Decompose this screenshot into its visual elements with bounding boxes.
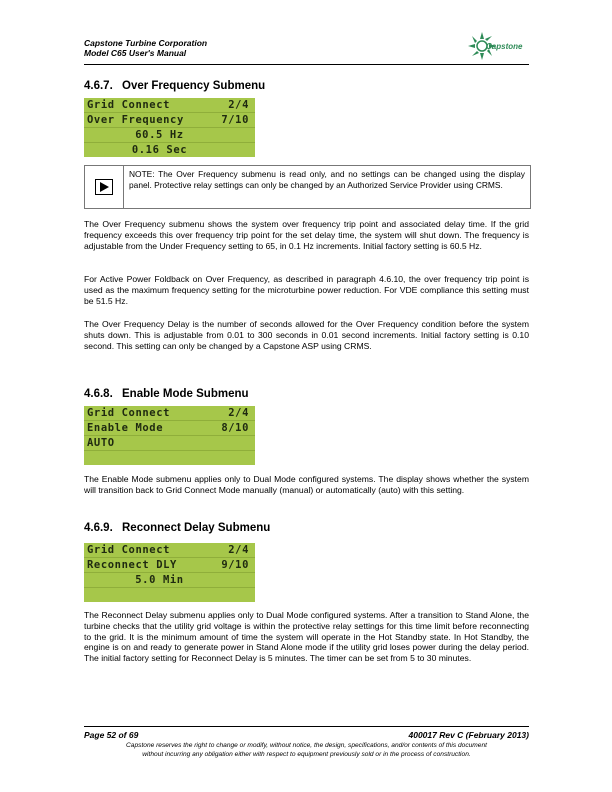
document-revision: 400017 Rev C (February 2013) <box>408 730 529 740</box>
section-heading-enable-mode <box>84 388 249 400</box>
lcd-text: Grid Connect <box>87 99 171 111</box>
section-heading-over-frequency <box>84 80 265 92</box>
lcd-row <box>84 98 255 113</box>
lcd-text: AUTO <box>87 437 115 449</box>
lcd-row <box>84 558 255 573</box>
lcd-row <box>84 543 255 558</box>
lcd-text: Grid Connect <box>87 544 171 556</box>
paragraph: The Reconnect Delay submenu applies only to Dual Mode configured systems. After a transition to Stand Alone, the turbine checks that the utility grid voltage is within the protective relay settings for this time limit before reconnecting to the grid. It is the minimum amount of time the system will operate in the Hot Standby state. In Hot Standby, the engine is on and ready to generate power in Stand Alone mode if the utility grid loses power during the delay period. The initial factory setting for Reconnect Delay is 5 minutes. The timer can be set from 5 to 30 minutes. <box>84 610 529 664</box>
note-text: NOTE: The Over Frequency submenu is read only, and no settings can be changed using the display panel. Protective relay settings can only be changed by an Authorized Service Provider using CRMS. <box>129 169 525 190</box>
page-number: Page 52 of 69 <box>84 730 139 740</box>
lcd-row <box>84 573 255 588</box>
lcd-text: 8/10 <box>221 422 249 434</box>
arrow-right-icon <box>95 179 113 195</box>
lcd-text: Reconnect DLY <box>87 559 177 571</box>
capstone-logo <box>466 30 528 62</box>
lcd-row <box>84 128 255 143</box>
manual-title: Model C65 User's Manual <box>84 48 187 58</box>
page-header <box>84 38 207 58</box>
lcd-row <box>84 143 255 157</box>
footer-disclaimer <box>84 741 529 759</box>
paragraph: The Over Frequency submenu shows the system over frequency trip point and associated delay time. If the grid frequency exceeds this over frequency trip point for the set delay time, the system will shut down. The frequency is adjustable from the Under Frequency setting to 65, in 0.1 Hz increments. Initial factory setting is 60.5 Hz. <box>84 219 529 251</box>
lcd-text: Over Frequency <box>87 114 184 126</box>
lcd-text: 2/4 <box>228 544 249 556</box>
lcd-text: 5.0 Min <box>135 574 184 586</box>
disclaimer-line: without incurring any obligation either with respect to equipment previously sold or in the process of construction. <box>142 751 471 758</box>
lcd-text: 2/4 <box>228 99 249 111</box>
lcd-text: Grid Connect <box>87 407 171 419</box>
lcd-row <box>84 421 255 436</box>
note-box <box>84 165 531 209</box>
lcd-display-reconnect-delay <box>84 543 255 602</box>
section-number: 4.6.9. <box>84 522 113 534</box>
note-icon-cell <box>85 166 124 208</box>
footer-rule <box>84 726 529 727</box>
section-number: 4.6.8. <box>84 388 113 400</box>
company-name: Capstone Turbine Corporation <box>84 38 208 48</box>
lcd-row <box>84 406 255 421</box>
paragraph: For Active Power Foldback on Over Frequency, as described in paragraph 4.6.10, the over frequency trip point is used as the maximum frequency setting for the microturbine power reduction. For VDE compliance this setting must be 51.5 Hz. <box>84 274 529 306</box>
disclaimer-line: Capstone reserves the right to change or modify, without notice, the design, specifications, and/or contents of this document <box>126 742 487 749</box>
paragraph: The Over Frequency Delay is the number of seconds allowed for the Over Frequency condition before the system shuts down. This is adjustable from 0.01 to 300 seconds in 0.01 second increments. Initial factory setting is 0.10 second. This setting can only be changed by a Capstone ASP using CRMS. <box>84 319 529 351</box>
lcd-display-over-frequency <box>84 98 255 157</box>
section-title: Enable Mode Submenu <box>122 388 249 400</box>
paragraph: The Enable Mode submenu applies only to Dual Mode configured systems. The display shows whether the system will transition back to Grid Connect Mode manually (manual) or automatically (auto) with this setting. <box>84 474 529 495</box>
lcd-text: 0.16 Sec <box>131 144 188 156</box>
lcd-text: 2/4 <box>228 407 249 419</box>
lcd-text: 60.5 Hz <box>135 129 184 141</box>
logo-text: Capstone <box>486 42 523 51</box>
section-title: Reconnect Delay Submenu <box>122 522 271 534</box>
lcd-text: Enable Mode <box>87 422 164 434</box>
lcd-text: 9/10 <box>221 559 249 571</box>
lcd-row <box>84 113 255 128</box>
header-rule <box>84 64 529 65</box>
lcd-row <box>84 588 255 602</box>
section-heading-reconnect-delay <box>84 522 270 534</box>
section-number: 4.6.7. <box>84 80 113 92</box>
section-title: Over Frequency Submenu <box>122 80 266 92</box>
lcd-row <box>84 451 255 465</box>
lcd-display-enable-mode <box>84 406 255 465</box>
lcd-row <box>84 436 255 451</box>
lcd-text: 7/10 <box>221 114 249 126</box>
